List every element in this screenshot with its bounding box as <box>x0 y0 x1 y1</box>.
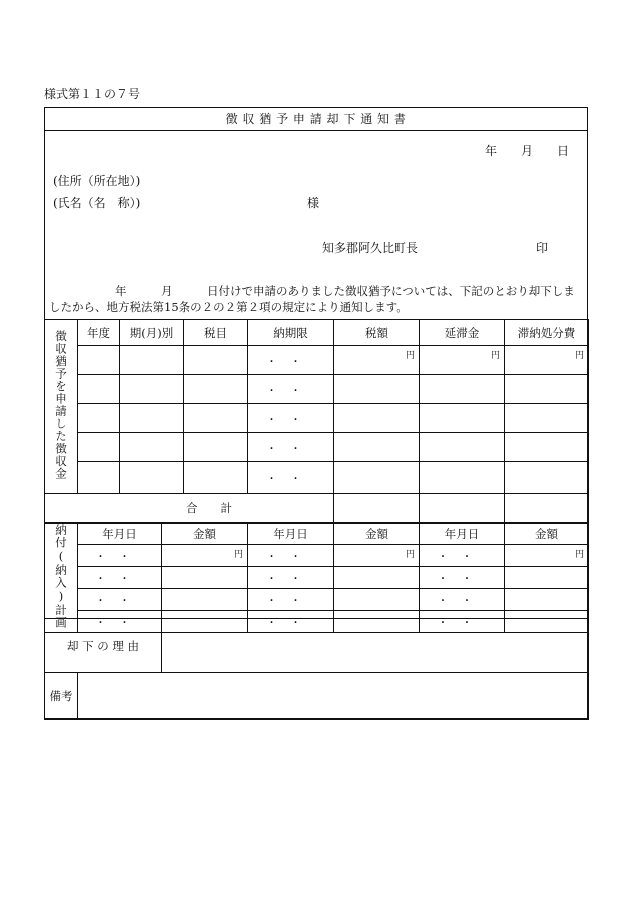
date-line: 年 月 日 <box>485 144 570 158</box>
plan-date-cell[interactable]: ・・ <box>420 610 505 632</box>
header-period: 期(月)別 <box>120 320 184 346</box>
tax-amount-cell[interactable]: 円 <box>334 346 420 375</box>
remarks-field[interactable] <box>78 673 589 720</box>
plan-date-cell[interactable]: ・・ <box>248 544 334 566</box>
header-due-date: 納期限 <box>248 320 334 346</box>
due-date-cell[interactable]: ・・ <box>248 346 334 375</box>
payment-side-label: 納付(納入)計画 <box>45 524 78 633</box>
honorific: 様 <box>307 196 320 210</box>
plan-date-cell[interactable]: ・・ <box>420 588 505 610</box>
plan-date-cell[interactable]: ・・ <box>420 544 505 566</box>
form-number: 様式第１１の７号 <box>44 87 141 101</box>
reason-remarks-table <box>44 618 589 720</box>
total-tax-cell[interactable] <box>334 494 420 523</box>
delinquency-cell[interactable]: 円 <box>420 346 505 375</box>
reason-field[interactable] <box>162 619 589 673</box>
due-date-cell[interactable]: ・・ <box>248 404 334 433</box>
header-tax-item: 税目 <box>184 320 248 346</box>
plan-amount-cell[interactable]: 円 <box>162 544 248 566</box>
plan-amount-cell[interactable]: 円 <box>334 544 420 566</box>
header-delinquency: 延滞金 <box>420 320 505 346</box>
header-date-3: 年月日 <box>420 524 505 545</box>
remarks-label: 備考 <box>45 673 78 720</box>
header-date-2: 年月日 <box>248 524 334 545</box>
address-label: (住所（所在地）) <box>53 174 141 188</box>
plan-date-cell[interactable]: ・・ <box>78 610 162 632</box>
reason-label: 却 下 の 理 由 <box>45 619 162 673</box>
plan-date-cell[interactable]: ・・ <box>78 544 162 566</box>
plan-amount-cell[interactable]: 円 <box>505 544 589 566</box>
name-label: (氏名（名 称）) <box>53 196 141 210</box>
header-amount-3: 金額 <box>505 524 589 545</box>
due-date-cell[interactable]: ・・ <box>248 433 334 462</box>
form-title: 徴 収 猶 予 申 請 却 下 通 知 書 <box>45 108 587 131</box>
header-date-1: 年月日 <box>78 524 162 545</box>
body-text-line-2: したから、地方税法第15条の２の２第２項の規定により通知します。 <box>49 300 408 314</box>
header-tax-amount: 税額 <box>334 320 420 346</box>
header-amount-1: 金額 <box>162 524 248 545</box>
total-fee-cell[interactable] <box>505 494 589 523</box>
plan-date-cell[interactable]: ・・ <box>420 566 505 588</box>
total-delinquency-cell[interactable] <box>420 494 505 523</box>
payment-plan-table <box>44 523 589 633</box>
header-disposition-fee: 滞納処分費 <box>505 320 589 346</box>
plan-date-cell[interactable]: ・・ <box>248 610 334 632</box>
header-amount-2: 金額 <box>334 524 420 545</box>
disposition-fee-cell[interactable]: 円 <box>505 346 589 375</box>
total-label: 合 計 <box>45 494 334 523</box>
issuer: 知多郡阿久比町長 <box>322 241 419 255</box>
plan-date-cell[interactable]: ・・ <box>248 588 334 610</box>
body-text-line-1: 年 月 日付けで申請のありました徴収猶予については、下記のとおり却下しま <box>115 284 575 298</box>
due-date-cell[interactable]: ・・ <box>248 462 334 494</box>
seal-mark: 印 <box>536 241 549 255</box>
tax-side-label: 徴収猶予を申請した徴収金 <box>45 320 78 494</box>
plan-date-cell[interactable]: ・・ <box>248 566 334 588</box>
tax-table <box>44 319 589 523</box>
plan-date-cell[interactable]: ・・ <box>78 588 162 610</box>
plan-date-cell[interactable]: ・・ <box>78 566 162 588</box>
due-date-cell[interactable]: ・・ <box>248 375 334 404</box>
notice-form <box>44 107 588 719</box>
header-year: 年度 <box>78 320 120 346</box>
